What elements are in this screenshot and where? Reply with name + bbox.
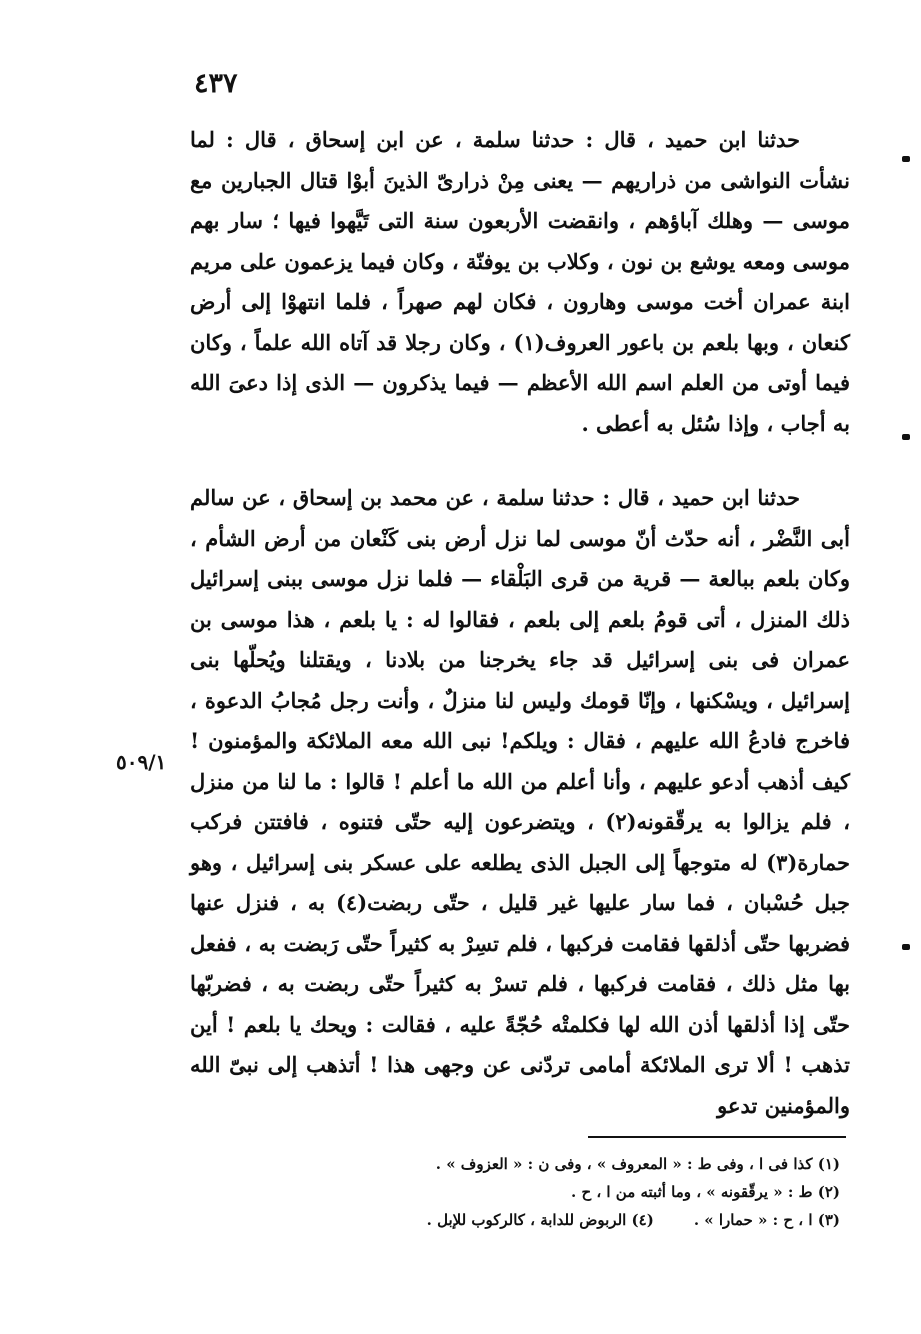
footnote-1: (١) كذا فى ا ، وفى ط : « المعروف » ، وفى ن : « العزوف » . bbox=[435, 1155, 840, 1173]
page-number: ٤٣٧ bbox=[194, 68, 238, 99]
footnote-3: (٣) ا ، ح : « حمارا » . bbox=[693, 1211, 840, 1229]
paragraph-text: حدثنا ابن حميد ، قال : حدثنا سلمة ، عن محمد بن إسحاق ، عن سالم أبى النَّضْر ، أنه حدّث أنّ موسى لما نزل أرض بنى كَنْعان من أرض الشأم ، وكان بلعم ببالعة — قرية من قرى البَلْقاء — فلما نزل موسى ببنى إسرائيل ذلك المنزل ، أتى قومُ بلعم إلى بلعم ، فقالوا له : يا بلعم ، هذا موسى بن عمران فى بنى إسرائيل قد جاء يخرجنا من بلادنا ، ويقتلنا ويُحلّها بنى إسرائيل ، ويسْكنها ، وإنّا قومك وليس لنا منزلٌ ، وأنت رجل مُجابُ الدعوة ، فاخرج فادعُ الله عليهم ، فقال : ويلكم! نبى الله معه الملائكة والمؤمنون ! كيف أذهب أدعو عليهم ، وأنا أعلم من الله ما أعلم ! قالوا : ما لنا من منزل ، فلم يزالوا به يرقّقونه(٢) ، ويتضرعون إليه حتّى فتنوه ، فافتتن فركب حمارة(٣) له متوجهاً إلى الجبل الذى يطلعه على عسكر بنى إسرائيل ، وهو جبل حُسْبان ، فما سار عليها غير قليل ، حتّى ربضت(٤) به ، فنزل عنها فضربها حتّى أذلقها فقامت فركبها ، فلم تسِرْ به كثيراً حتّى رَبضت به ، ففعل بها مثل ذلك ، فقامت فركبها ، فلم تسرْ به كثيراً حتّى ربضت به ، فضربّها حتّى إذا أذلقها أذن الله لها فكلمتْه حُجّةً عليه ، فقالت : ويحك يا بلعم ! أين تذهب ! ألا ترى الملائكة أمامى تردّنى عن وجهى هذا ! أتذهب إلى نبىّ الله والمؤمنين تدعو bbox=[190, 485, 850, 1118]
footnotes bbox=[220, 1150, 840, 1234]
paragraph-1 bbox=[190, 120, 850, 444]
footnote-3-4 bbox=[220, 1206, 840, 1234]
margin-reference: ٥٠٩/١ bbox=[116, 750, 167, 774]
paragraph-2 bbox=[190, 478, 850, 1126]
margin-mark bbox=[902, 434, 910, 440]
footnote-divider bbox=[588, 1136, 846, 1138]
paragraph-text: حدثنا ابن حميد ، قال : حدثنا سلمة ، عن ابن إسحاق ، قال : لما نشأت النواشى من ذراريهم — يعنى مِنْ ذرارىّ الذينَ أبوْا قتال الجبارين مع موسى — وهلك آباؤهم ، وانقضت الأربعون سنة التى تَيَّهوا فيها ؛ سار بهم موسى ومعه يوشع بن نون ، وكلاب بن يوفنّة ، وكان فيما يزعمون على مريم ابنة عمران أخت موسى وهارون ، فكان لهم صهراً ، فلما انتهوْا إلى أرض كنعان ، وبها بلعم بن باعور العروف(١) ، وكان رجلا قد آتاه الله علماً ، وكان فيما أوتى من العلم اسم الله الأعظم — فيما يذكرون — الذى إذا دعىَ الله به أجاب ، وإذا سُئل به أعطى . bbox=[190, 127, 851, 436]
margin-mark bbox=[902, 944, 910, 950]
footnote-2: (٢) ط : « يرقّقونه » ، وما أثبته من ا ، ح . bbox=[571, 1183, 840, 1201]
margin-mark bbox=[902, 156, 910, 162]
footnote-4: (٤) الربوض للدابة ، كالركوب للإبل . bbox=[426, 1211, 654, 1229]
